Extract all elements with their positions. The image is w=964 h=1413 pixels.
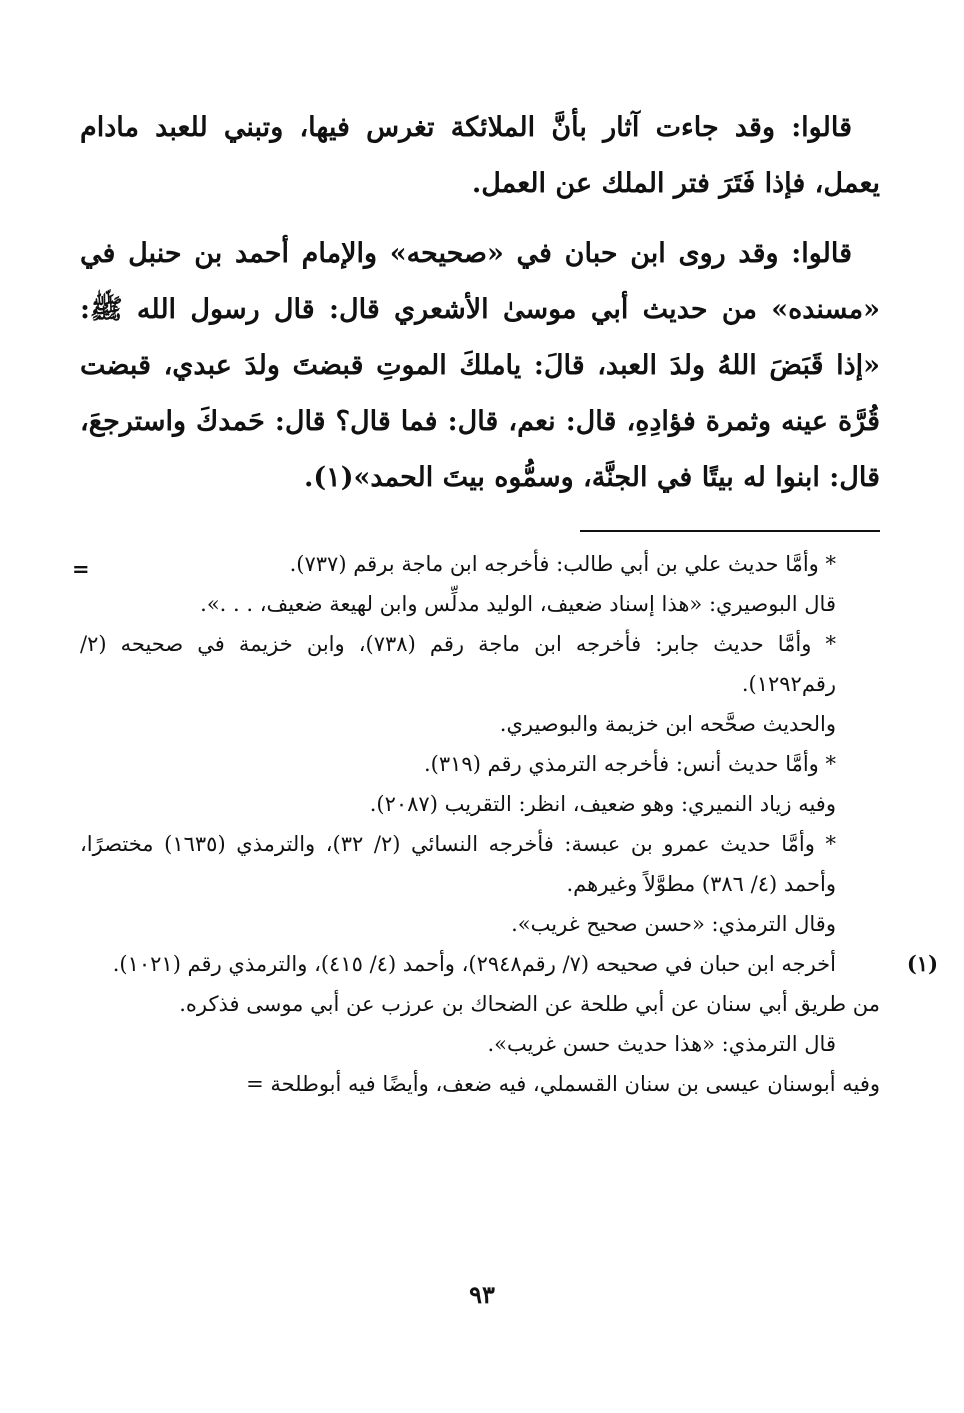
page-number: ٩٣ xyxy=(469,1280,495,1309)
main-paragraph-1: قالوا: وقد جاءت آثار بأنَّ الملائكة تغرس فيها، وتبني للعبد مادام يعمل، فإذا فَتَرَ فتر الملك عن العمل. xyxy=(80,112,880,199)
footnote-1-grade: قال الترمذي: «هذا حديث حسن غريب». xyxy=(487,1032,836,1056)
footnote-line: * وأمَّا حديث جابر: فأخرجه ابن ماجة رقم (٧٣٨)، وابن خزيمة في صحيحه (٢/ رقم١٢٩٢). xyxy=(80,632,837,696)
footnote-1-text: أخرجه ابن حبان في صحيحه (٧/ رقم٢٩٤٨)، وأحمد (٤/ ٤١٥)، والترمذي رقم (١٠٢١). xyxy=(112,952,836,976)
footnote-1-last: وفيه أبوسنان عيسى بن سنان القسملي، فيه ضعف، وأيضًا فيه أبوطلحة = xyxy=(246,1072,880,1096)
footnote-continuation-mark: = xyxy=(72,556,90,581)
footnote-1 xyxy=(80,944,938,984)
footnote-1-path: من طريق أبي سنان عن أبي طلحة عن الضحاك بن عرزب عن أبي موسى فذكره. xyxy=(179,992,880,1016)
footnotes xyxy=(80,544,938,1104)
main-paragraph-2: قالوا: وقد روى ابن حبان في «صحيحه» والإمام أحمد بن حنبل في «مسنده» من حديث أبي موسىٰ الأشعري قال: قال رسول الله ﷺ: «إذا قَبَضَ اللهُ ولدَ العبد، قالَ: ياملكَ الموتِ قبضتَ ولدَ عبدي، قبضت قُرَّة عينه وثمرة فؤادِهِ، قال: نعم، قال: فما قال؟ قال: حَمدكَ واسترجعَ، قال: ابنوا له بيتًا في الجنَّة، وسمُّوه بيتَ الحمد»(١). xyxy=(80,238,880,493)
footnote-line: * وأمَّا حديث أنس: فأخرجه الترمذي رقم (٣١٩). xyxy=(423,752,836,776)
footnote-line: والحديث صحَّحه ابن خزيمة والبوصيري. xyxy=(499,712,836,736)
main-text xyxy=(80,100,880,506)
footnote-line: * وأمَّا حديث عمرو بن عبسة: فأخرجه النسائي (٢/ ٣٢)، والترمذي (١٦٣٥) مختصرًا، وأحمد (٤/ ٣٨٦) مطوَّلاً وغيرهم. xyxy=(80,832,836,896)
footnote-line: قال البوصيري: «هذا إسناد ضعيف، الوليد مدلِّس وابن لهيعة ضعيف، . . .». xyxy=(200,592,836,616)
footnote-separator xyxy=(580,530,880,532)
footnote-line: وقال الترمذي: «حسن صحيح غريب». xyxy=(511,912,836,936)
footnote-1-number: (١) xyxy=(906,951,938,976)
footnote-line: وفيه زياد النميري: وهو ضعيف، انظر: التقريب (٢٠٨٧). xyxy=(369,792,836,816)
footnote-line: * وأمَّا حديث علي بن أبي طالب: فأخرجه ابن ماجة برقم (٧٣٧). xyxy=(289,552,836,576)
